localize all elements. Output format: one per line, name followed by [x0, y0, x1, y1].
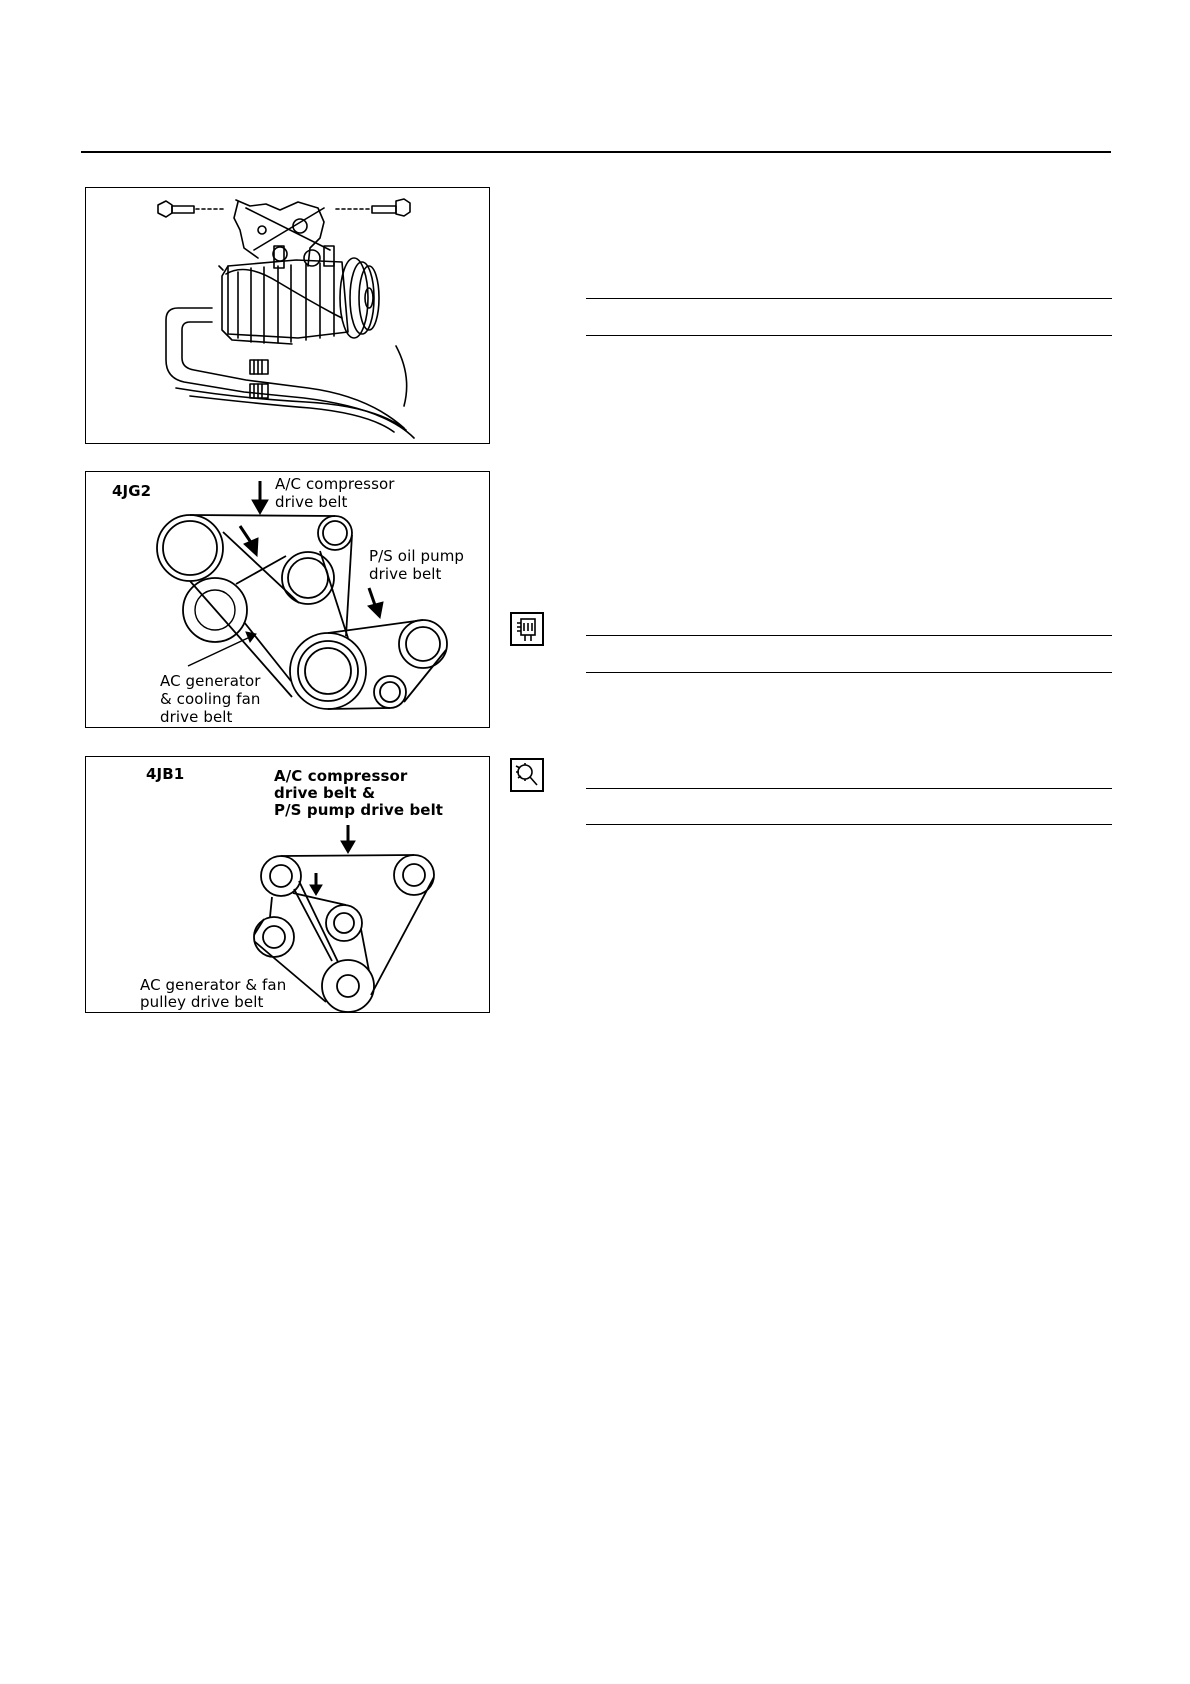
ac-belt-label-line1: A/C compressor [275, 475, 395, 493]
engine-label-4jb1: 4JB1 [146, 765, 185, 783]
ac-belt-label-line2: drive belt & [274, 784, 376, 802]
ps-belt-label-line1: P/S oil pump [369, 547, 465, 565]
gen-belt-label-line2: & cooling fan [160, 690, 261, 708]
inspection-symbol-icon [510, 758, 544, 792]
ac-belt-label-line1: A/C compressor [274, 767, 408, 785]
table-rule [586, 335, 1112, 336]
table-rule [586, 788, 1112, 789]
gen-belt-label-line3: drive belt [160, 708, 233, 726]
compressor-illustration-icon [86, 188, 491, 445]
compressor-mounting-figure [85, 187, 490, 444]
header-rule [81, 151, 1111, 153]
gen-belt-label-line1: AC generator [160, 672, 261, 690]
gen-belt-label-line1: AC generator & fan [140, 976, 287, 994]
ps-belt-label-line2: drive belt [369, 565, 442, 583]
ac-belt-label-line3: P/S pump drive belt [274, 801, 444, 819]
gen-belt-label-line2: pulley drive belt [140, 993, 264, 1011]
belt-layout-4jb1-figure [85, 756, 490, 1013]
ac-belt-label-line2: drive belt [275, 493, 348, 511]
table-rule [586, 298, 1112, 299]
belt-layout-4jg2-figure [85, 471, 490, 728]
installation-symbol-icon [510, 612, 544, 646]
table-rule [586, 672, 1112, 673]
table-rule [586, 635, 1112, 636]
table-rule [586, 824, 1112, 825]
engine-label-4jg2: 4JG2 [112, 482, 152, 500]
